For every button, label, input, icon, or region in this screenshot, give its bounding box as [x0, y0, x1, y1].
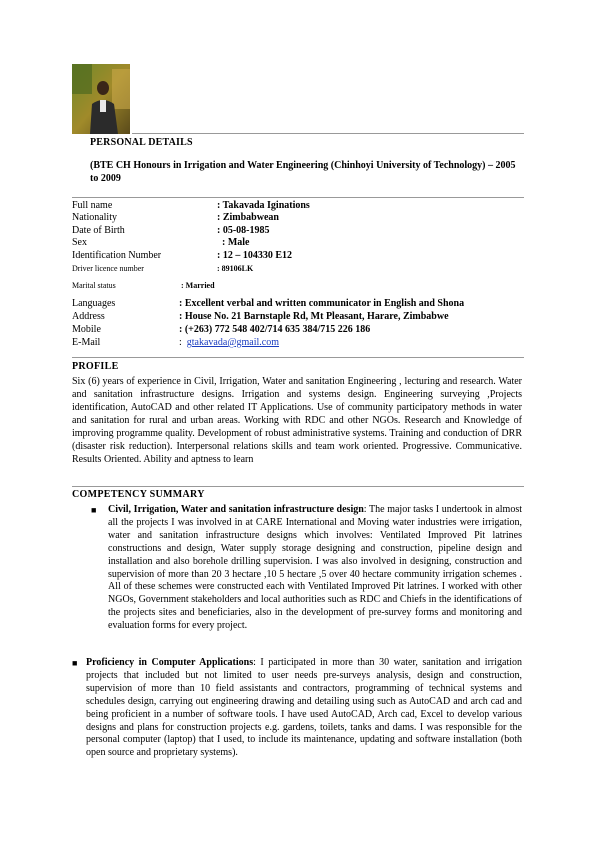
detail-label: Driver licence number [72, 264, 144, 273]
competency-item-computer [72, 657, 522, 760]
detail-label: Marital status [72, 281, 116, 290]
detail-value: : 05-08-1985 [217, 225, 270, 236]
email-link[interactable]: gtakavada@gmail.com [186, 337, 280, 348]
detail-label: Address [72, 311, 105, 322]
competency-item-infrastructure [91, 504, 522, 633]
square-bullet-icon: ■ [72, 658, 78, 668]
profile-photo [72, 64, 130, 134]
detail-value: : House No. 21 Barnstaple Rd, Mt Pleasant, Harare, Zimbabwe [179, 311, 449, 322]
detail-label: Nationality [72, 212, 117, 223]
detail-value: : Married [181, 281, 215, 290]
detail-colon: : [179, 337, 182, 348]
detail-label: Mobile [72, 324, 101, 335]
detail-label: E-Mail [72, 337, 101, 348]
detail-label: Full name [72, 200, 113, 211]
competency-item-title: Civil, Irrigation, Water and sanitation infrastructure design [108, 504, 364, 515]
detail-value: : 89106LK [217, 264, 254, 273]
personal-details-heading: PERSONAL DETAILS [90, 137, 193, 148]
degree-statement: (BTE CH Honours in Irrigation and Water Engineering (Chinhoyi University of Technology) – 2005 to 2009 [90, 160, 516, 184]
detail-value: : Male [222, 237, 250, 248]
detail-label: Sex [72, 237, 87, 248]
detail-label: Date of Birth [72, 225, 125, 236]
square-bullet-icon: ■ [91, 505, 97, 515]
detail-value: : Excellent verbal and written communicator in English and Shona [179, 298, 465, 309]
competency-item-text: : The major tasks I undertook in almost all the projects I was involved in at CARE International and Moving water industries were irrigation, water and sanitation infrastructure designs which involves: Ventilated Improved Pit latrines constructions and design, Water supply storage designing and construction, pipeline design and installation and also borehole drilling supervision. I was also involved in designing, construction and supervision of more than 20 3 hectare ,10 5 hectare ,5 over 40 hectare community irrigation schemes . All of these schemes were constructed each with Ventilated Improved Pit latrines. I worked with other NGOs, Government stakeholders and local authorities such as RDC and Chiefs in the identifications of the projects sites and beneficiaries, also in the development of pre-survey forms and monitoring and evaluation forms for every project. [108, 504, 522, 632]
header-divider [132, 133, 524, 134]
profile-heading: PROFILE [72, 361, 119, 372]
competency-item-text: : I participated in more than 30 water, sanitation and irrigation projects that included but not limited to user needs pre-surveys analysis, design and construction, supervision of more than 10 field assistants and contractors, programming of technical systems and schedules design, carrying out engineering drawing and detailing using such as AutoCAD and arch cad and being proficient in a number of software tools. I have used AutoCAD, Arch cad, Excel to develop various designs and plans for construction projects e.g. gardens, toilets, tanks and dams. I was responsible for the personal computer (laptop) that I used, to include its maintenance, updating and software installation (both open source and proprietary systems). [86, 657, 522, 759]
profile-text: Six (6) years of experience in Civil, Irrigation, Water and sanitation Engineering , lecturing and research. Water and sanitation infrastructure designs. Irrigation and systems design. Engineering surveying ,Projects identification, AutoCAD and other related IT Applications. Use of community participatory methods in water and sanitation for rural and urban areas. Working with RDC and other NGOs. Research and Knowledge of improving programme quality. Development of robust administrative systems. Training and conduction of DRR (disaster risk reduction). Interpersonal relations skills and team work oriented. Progressive. Communicative. Results Oriented. Ability and aptness to learn [72, 376, 522, 465]
section-divider [72, 357, 524, 358]
detail-value: : Zimbabwean [217, 212, 279, 223]
detail-value: : (+263) 772 548 402/714 635 384/715 226 186 [179, 324, 371, 335]
detail-value: : 12 – 104330 E12 [217, 250, 292, 261]
section-divider [72, 197, 524, 198]
detail-value: : Takavada Iginations [217, 200, 310, 211]
competency-item-title: Proficiency in Computer Applications [86, 657, 254, 668]
competency-heading: COMPETENCY SUMMARY [72, 489, 205, 500]
detail-label: Identification Number [72, 250, 162, 261]
section-divider [72, 486, 524, 487]
detail-label: Languages [72, 298, 116, 309]
